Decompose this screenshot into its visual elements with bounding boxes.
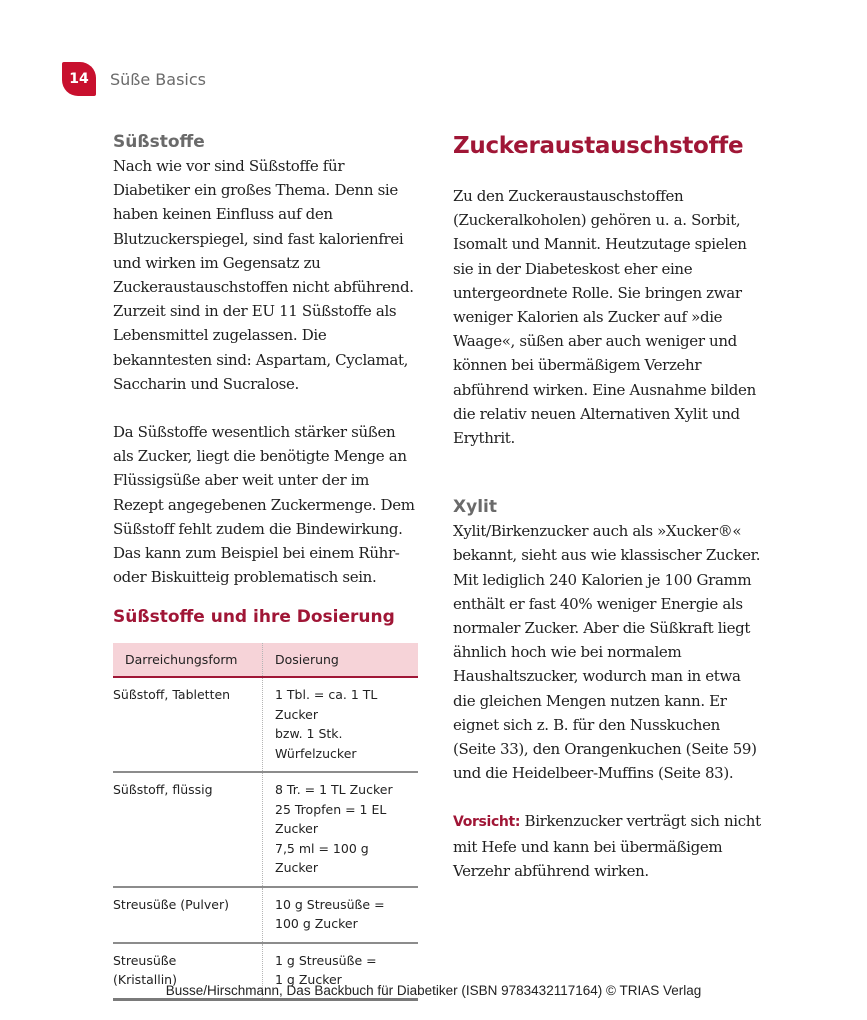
dosage-table (113, 643, 418, 1001)
table-row (113, 772, 418, 887)
table-header-row (113, 643, 418, 677)
dose-line: bzw. 1 Stk. Würfelzucker (275, 726, 357, 761)
table-row (113, 887, 418, 943)
dose-line: 25 Tropfen = 1 EL Zucker (275, 801, 387, 837)
running-title: Süße Basics (110, 69, 206, 89)
dose-line: 1 g Streusüße = (275, 952, 377, 968)
column-header-form: Darreichungsform (113, 643, 263, 677)
dose-line: 7,5 ml = 100 g Zucker (275, 840, 369, 876)
cell-form: Süßstoff, Tabletten (113, 677, 263, 772)
form-line: (Kristallin) (113, 972, 177, 988)
running-head (62, 62, 206, 96)
section-spacer (453, 450, 763, 495)
cell-form: Süßstoff, flüssig (113, 772, 263, 887)
form-line: Streusüße (113, 952, 177, 968)
heading-spacer (453, 162, 763, 184)
cell-dose (263, 772, 419, 887)
cell-dose (263, 677, 419, 772)
footer-copyright: Busse/Hirschmann, Das Backbuch für Diabetiker (ISBN 9783432117164) © TRIAS Verlag (165, 983, 702, 998)
paragraph-zuckeraustauschstoffe: Zu den Zuckeraustauschstoffen (Zuckeralkoholen) gehören u. a. Sorbit, Isomalt und Mannit. Heutzutage spielen sie in der Diabeteskost eher eine untergeordnete Rolle. Sie bringen zwar weniger Kalorien als Zucker auf »die Waage«, süßen aber auch weniger und können bei übermäßigem Verzehr abführend wirken. Eine Ausnahme bilden die relativ neuen Alternativen Xylit und Erythrit. (453, 187, 756, 448)
paragraph-spacer (453, 785, 763, 809)
table-title: Süßstoffe und ihre Dosierung (113, 607, 395, 628)
dose-line: 1 g Zucker (275, 972, 342, 988)
dose-line: 1 Tbl. = ca. 1 TL Zucker (275, 687, 378, 722)
right-column (453, 130, 763, 883)
paragraph-suessstoffe-2: Da Süßstoffe wesentlich stärker süßen als Zucker, liegt die benötigte Menge an Flüssigsüße aber weit unter der im Rezept angegebenen Zuckermenge. Dem Süßstoff fehlt zudem die Bindewirkung. Das kann zum Beispiel bei einem Rühr- oder Biskuitteig problematisch sein. (113, 423, 415, 587)
dose-line: 100 g Zucker (275, 916, 358, 932)
warning-text: Birkenzucker verträgt sich nicht mit Hefe und kann bei übermäßigem Verzehr abführend wirken. (453, 812, 761, 880)
page-number: 14 (69, 71, 89, 87)
cell-dose (263, 887, 419, 943)
section-heading-suessstoffe: Süßstoffe (113, 132, 205, 152)
section-heading-zuckeraustauschstoffe: Zuckeraustauschstoffe (453, 133, 744, 159)
paragraph-xylit: Xylit/Birkenzucker auch als »Xucker®« bekannt, sieht aus wie klassischer Zucker. Mit lediglich 240 Kalorien je 100 Gramm enthält er fast 40% weniger Energie als normaler Zucker. Aber die Süßkraft liegt ähnlich hoch wie bei normalem Haushaltszucker, wodurch man in etwa die gleichen Mengen nutzen kann. Er eignet sich z. B. für den Nusskuchen (Seite 33), den Orangenkuchen (Seite 59) und die Heidelbeer-Muffins (Seite 83). (453, 522, 761, 783)
warning-paragraph (453, 809, 763, 883)
page-number-badge (62, 62, 96, 96)
paragraph-suessstoffe-1: Nach wie vor sind Süßstoffe für Diabetiker ein großes Thema. Denn sie haben keinen Einfluss auf den Blutzuckerspiegel, sind fast kalorienfrei und wirken im Gegensatz zu Zuckeraustauschstoffen nicht abführend. Zurzeit sind in der EU 11 Süßstoffe als Lebensmittel zugelassen. Die bekanntesten sind: Aspartam, Cyclamat, Saccharin und Sucralose. (113, 157, 414, 393)
dose-line: 8 Tr. = 1 TL Zucker (275, 782, 393, 798)
column-header-dose: Dosierung (263, 643, 419, 677)
cell-form: Streusüße (Pulver) (113, 887, 263, 943)
left-column (113, 130, 418, 1001)
warning-label: Vorsicht: (453, 814, 521, 831)
dose-line: 10 g Streusüße = (275, 896, 385, 912)
section-heading-xylit: Xylit (453, 497, 497, 518)
table-row (113, 677, 418, 772)
paragraph-spacer (113, 396, 418, 420)
